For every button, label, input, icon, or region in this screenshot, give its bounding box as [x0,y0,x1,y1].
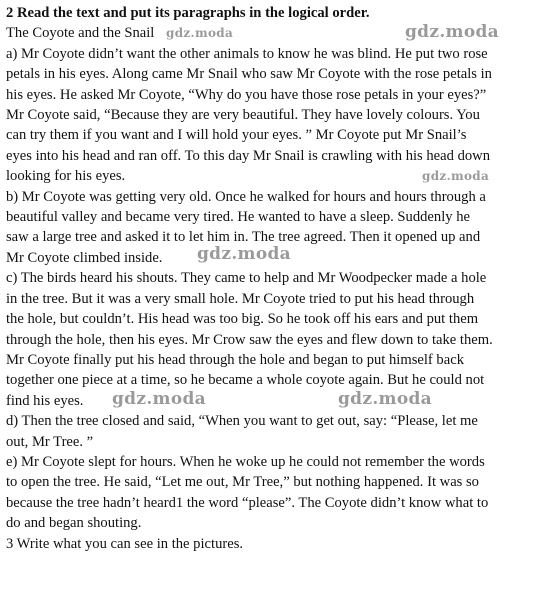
story-title: The Coyote and the Snail [6,25,155,42]
text-line: find his eyes. [6,392,84,409]
text-line: looking for his eyes. [6,168,126,185]
text-line: in the tree. But it was a very small hole. Mr Coyote tried to put his head through [6,290,475,307]
watermark: gdz.moda [405,22,499,42]
text-line: Mr Coyote finally put his head through the hole and began to put himself back [6,351,464,368]
watermark: gdz.moda [338,389,432,409]
text-line: beautiful valley and became very tired. He wanted to have a sleep. Suddenly he [6,209,470,226]
text-line: petals in his eyes. Along came Mr Snail who saw Mr Coyote with the rose petals in [6,66,492,83]
text-line: through the hole, then his eyes. Mr Crow saw the eyes and flew down to take them. [6,331,493,348]
text-line: to open the tree. He said, “Let me out, Mr Tree,” but nothing happened. It was so [6,474,479,491]
text-line: c) The birds heard his shouts. They came to help and Mr Woodpecker made a hole [6,270,487,287]
task-3-heading: 3 Write what you can see in the pictures. [6,535,244,552]
text-line: because the tree hadn’t heard1 the word “please”. The Coyote didn’t know what to [6,494,489,511]
document-page [6,3,534,554]
watermark: gdz.moda [112,389,206,409]
task-2-heading: 2 Read the text and put its paragraphs in the logical order. [6,5,370,21]
text-line: e) Mr Coyote slept for hours. When he woke up he could not remember the words [6,453,485,470]
text-line: b) Mr Coyote was getting very old. Once he walked for hours and hours through a [6,188,486,205]
text-line: d) Then the tree closed and said, “When you want to get out, say: “Please, let me [6,413,478,430]
text-line: a) Mr Coyote didn’t want the other animals to know he was blind. He put two rose [6,45,488,62]
text-line: Mr Coyote said, “Because they are very beautiful. They have lovely colours. You [6,107,480,124]
watermark: gdz.moda [166,26,234,40]
text-line: the hole, but couldn’t. His head was too big. So he took off his ears and put them [6,311,479,328]
text-line: do and began shouting. [6,515,142,532]
text-line: together one piece at a time, so he became a whole coyote again. But he could not [6,372,485,389]
text-line: eyes into his head and ran off. To this day Mr Snail is crawling with his head down [6,147,491,164]
text-line: can try them if you want and I will hold your eyes. ” Mr Coyote put Mr Snail’s [6,127,467,144]
text-line: saw a large tree and asked it to let him in. The tree agreed. Then it opened up and [6,229,481,246]
watermark: gdz.moda [422,169,490,183]
text-line: his eyes. He asked Mr Coyote, “Why do you have those rose petals in your eyes?” [6,86,487,103]
text-line: out, Mr Tree. ” [6,433,94,450]
watermark: gdz.moda [197,244,291,264]
text-line: Mr Coyote climbed inside. [6,249,163,266]
